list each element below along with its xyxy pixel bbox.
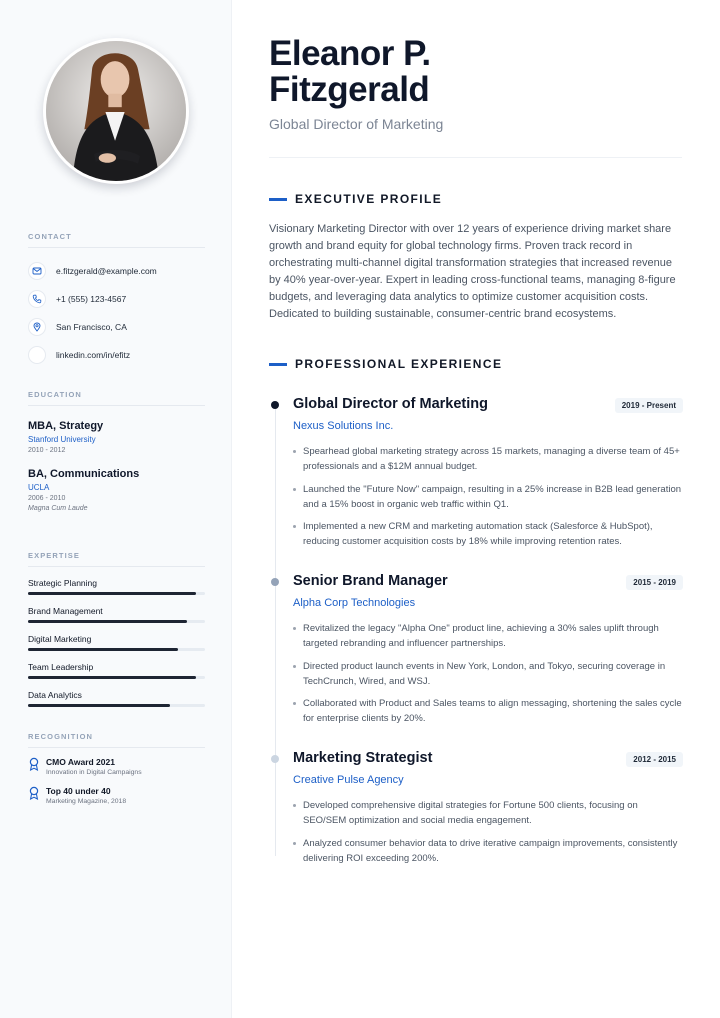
skill-bar-track <box>28 704 205 707</box>
contact-heading: CONTACT <box>28 232 205 248</box>
contact-section <box>28 232 205 369</box>
phone-icon <box>28 290 46 308</box>
job-bullet: Developed comprehensive digital strategies for Fortune 500 clients, focusing on SEO/SEM optimization and social media engagement. <box>293 798 683 829</box>
skill-item <box>28 634 205 651</box>
expertise-section <box>28 551 205 707</box>
job-title: Global Director of Marketing <box>293 396 488 412</box>
skill-bar-fill <box>28 676 196 679</box>
skill-item <box>28 606 205 623</box>
job-bullets <box>293 444 683 557</box>
person-title: Global Director of Marketing <box>269 116 444 132</box>
education-years: 2006 - 2010 <box>28 495 66 502</box>
education-school: UCLA <box>28 483 50 492</box>
skill-name: Digital Marketing <box>28 634 92 644</box>
timeline-line <box>275 404 276 856</box>
contact-email[interactable] <box>28 257 205 285</box>
profile-heading: EXECUTIVE PROFILE <box>295 192 443 206</box>
award-subtitle: Innovation in Digital Campaigns <box>46 769 142 776</box>
award-item <box>28 757 205 776</box>
job-bullet: Analyzed consumer behavior data to drive iterative campaign improvements, consistently delivering ROI exceeding 200%. <box>293 836 683 867</box>
recognition-section <box>28 732 205 805</box>
profile-photo <box>43 38 189 184</box>
linkedin-icon <box>28 346 46 364</box>
job-date-badge: 2015 - 2019 <box>626 575 683 590</box>
skill-item <box>28 578 205 595</box>
recognition-heading: RECOGNITION <box>28 732 205 748</box>
person-name-line1: Eleanor P. <box>269 34 431 73</box>
job-company: Creative Pulse Agency <box>293 774 404 786</box>
education-degree: MBA, Strategy <box>28 420 104 432</box>
skill-bar-track <box>28 648 205 651</box>
accent-bar <box>269 363 287 366</box>
skill-bar-fill <box>28 592 196 595</box>
job-company: Nexus Solutions Inc. <box>293 420 394 432</box>
education-section <box>28 390 205 512</box>
skill-item <box>28 690 205 707</box>
education-honors: Magna Cum Laude <box>28 505 88 512</box>
contact-location-text: San Francisco, CA <box>56 322 127 332</box>
skill-name: Team Leadership <box>28 662 94 672</box>
profile-summary: Visionary Marketing Director with over 12 years of experience driving market share growth and brand equity for global technology firms. Proven track record in orchestrating multi-channel digital transformation strategies that increased revenue by 40% year-over-year. Expert in leading cross-functional teams, managing 8-figure budgets, and leveraging data analytics to optimize customer acquisition costs. Dedicated to building sustainable, consumer-centric brand ecosystems. <box>269 223 676 320</box>
job-bullets <box>293 798 683 873</box>
expertise-heading: EXPERTISE <box>28 551 205 567</box>
job-bullet: Collaborated with Product and Sales teams to align messaging, shortening the sales cycle for enterprise clients by 20%. <box>293 696 683 727</box>
contact-phone-text: +1 (555) 123-4567 <box>56 294 127 304</box>
skill-name: Data Analytics <box>28 690 82 700</box>
timeline-dot <box>271 578 279 586</box>
timeline-dot <box>271 401 279 409</box>
skill-bar-fill <box>28 704 170 707</box>
accent-bar <box>269 198 287 201</box>
person-name-line2: Fitzgerald <box>269 70 430 109</box>
award-title: Top 40 under 40 <box>46 786 111 796</box>
sidebar <box>0 0 232 1018</box>
contact-linkedin-text: linkedin.com/in/efitz <box>56 350 131 360</box>
education-school: Stanford University <box>28 435 96 444</box>
skill-bar-track <box>28 676 205 679</box>
job-date-badge: 2019 - Present <box>615 398 683 413</box>
job-title: Senior Brand Manager <box>293 573 448 589</box>
job-company: Alpha Corp Technologies <box>293 597 416 609</box>
mail-icon <box>28 262 46 280</box>
skill-bar-fill <box>28 620 187 623</box>
job-bullet: Implemented a new CRM and marketing automation stack (Salesforce & HubSpot), reducing customer acquisition costs by 18% while improving retention rates. <box>293 519 683 550</box>
award-subtitle: Marketing Magazine, 2018 <box>46 798 127 805</box>
contact-location <box>28 313 205 341</box>
education-years: 2010 - 2012 <box>28 447 66 454</box>
job-bullet: Revitalized the legacy "Alpha One" product line, achieving a 30% sales uplift through targeted rebranding and influencer partnerships. <box>293 621 683 652</box>
contact-email-text: e.fitzgerald@example.com <box>56 266 157 276</box>
skill-bar-track <box>28 620 205 623</box>
award-ribbon-icon <box>28 757 40 771</box>
contact-linkedin[interactable] <box>28 341 205 369</box>
header-divider <box>269 157 682 158</box>
award-ribbon-icon <box>28 786 40 800</box>
skill-name: Strategic Planning <box>28 578 97 588</box>
education-heading: EDUCATION <box>28 390 205 406</box>
experience-section-heading <box>269 357 502 371</box>
skill-bar-track <box>28 592 205 595</box>
education-item <box>28 468 205 512</box>
location-icon <box>28 318 46 336</box>
job-bullet: Spearhead global marketing strategy across 15 markets, managing a diverse team of 45+ professionals and a $12M annual budget. <box>293 444 683 475</box>
person-name <box>269 36 431 108</box>
skill-name: Brand Management <box>28 606 103 616</box>
job-bullet: Launched the "Future Now" campaign, resulting in a 25% increase in B2B lead generation and a 15% boost in organic web traffic within Q1. <box>293 482 683 513</box>
timeline-dot <box>271 755 279 763</box>
profile-section-heading <box>269 192 442 206</box>
award-title: CMO Award 2021 <box>46 757 115 767</box>
award-item <box>28 786 205 805</box>
education-degree: BA, Communications <box>28 468 140 480</box>
education-item <box>28 420 205 454</box>
job-bullet: Directed product launch events in New York, London, and Tokyo, securing coverage in TechCrunch, Wired, and WSJ. <box>293 659 683 690</box>
skill-bar-fill <box>28 648 178 651</box>
skill-item <box>28 662 205 679</box>
experience-heading: PROFESSIONAL EXPERIENCE <box>295 357 503 371</box>
job-bullets <box>293 621 683 734</box>
job-title: Marketing Strategist <box>293 750 433 766</box>
contact-phone[interactable] <box>28 285 205 313</box>
job-date-badge: 2012 - 2015 <box>626 752 683 767</box>
